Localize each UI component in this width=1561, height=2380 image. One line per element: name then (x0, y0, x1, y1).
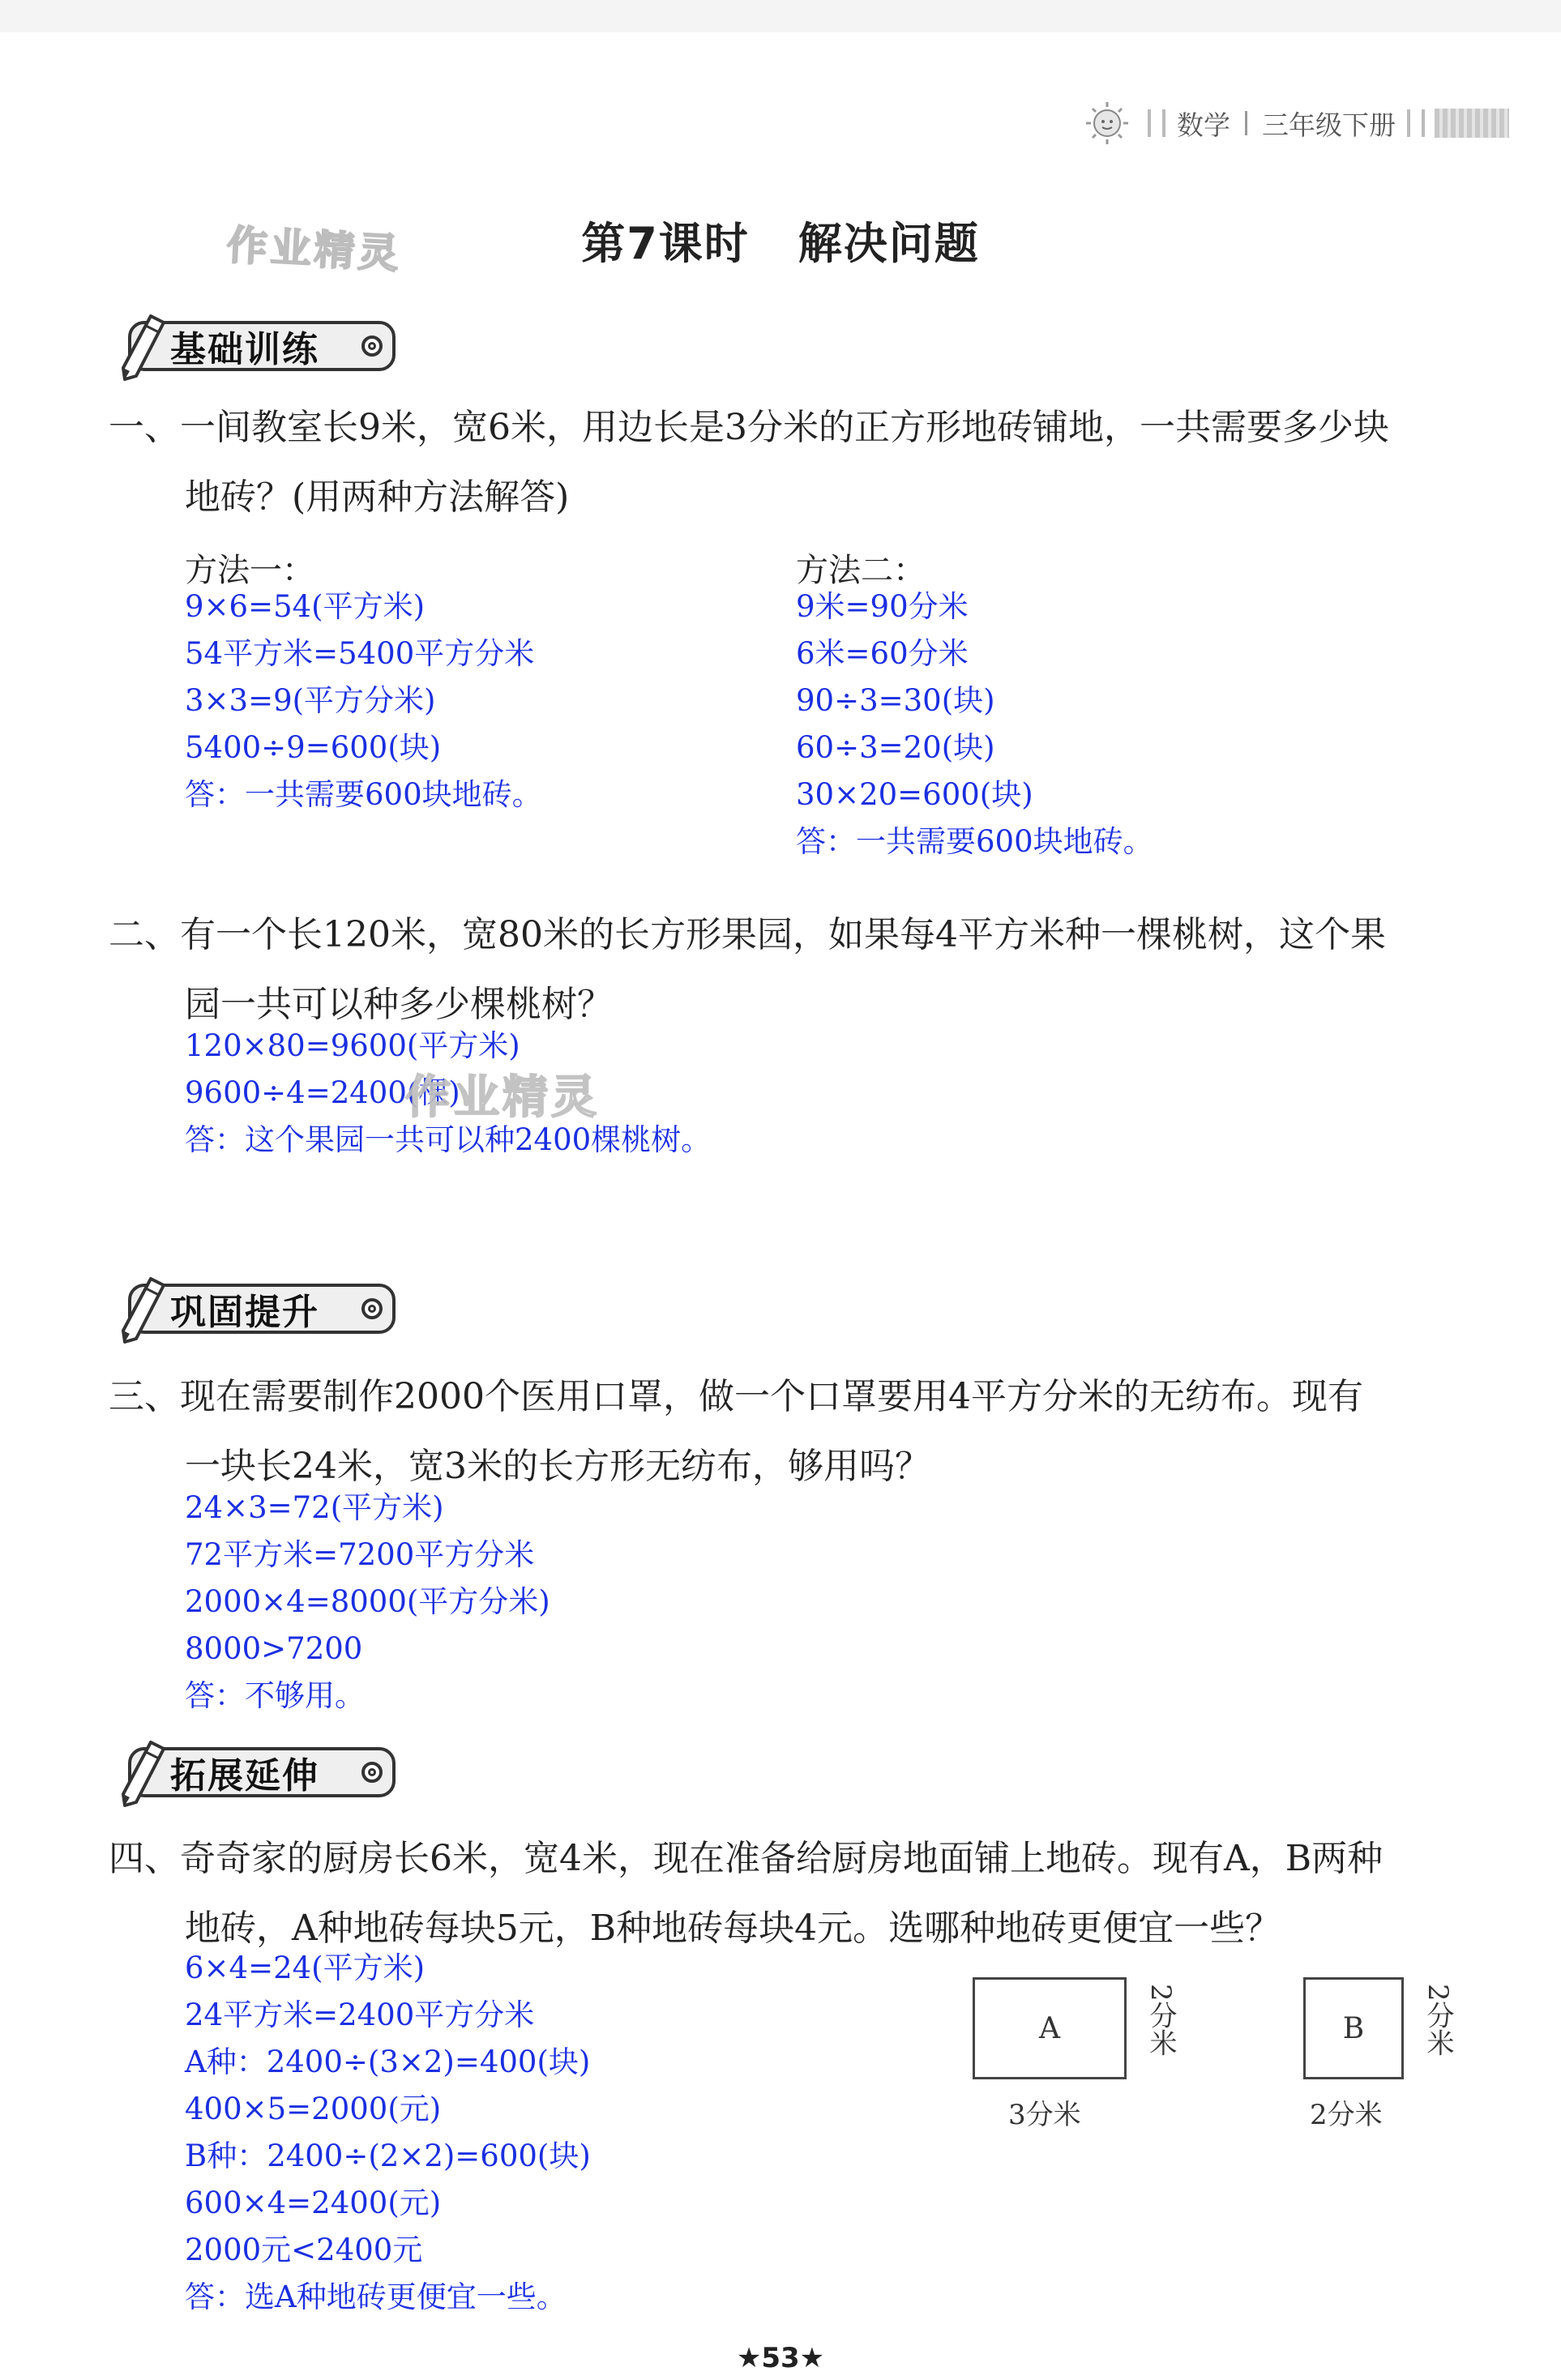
header-divider (1407, 109, 1425, 137)
answer-line: 6米=60分米 (796, 636, 969, 671)
answer-line: 6×4=24(平方米) (185, 1951, 426, 1985)
answer-line: 9米=90分米 (796, 589, 969, 624)
question-1-line-2: 地砖？(用两种方法解答) (185, 476, 570, 518)
question-4-text-1: 奇奇家的厨房长6米，宽4米，现在准备给厨房地面铺上地砖。现有A，B两种 (180, 1838, 1384, 1879)
answer-line: 9600÷4=2400(棵) (185, 1075, 460, 1110)
answer-line: 30×20=600(块) (796, 777, 1033, 812)
question-4-answer (185, 1945, 591, 2321)
answer-line: 60÷3=20(块) (796, 730, 995, 765)
method-1-answer (185, 583, 542, 818)
answer-line: 72平方米=7200平方分米 (185, 1537, 535, 1572)
question-3-text-1: 现在需要制作2000个医用口罩，做一个口罩要用4平方分米的无纺布。现有 (180, 1376, 1363, 1417)
answer-line: 答：选A种地砖更便宜一些。 (185, 2280, 567, 2314)
section-tag-consolidate (104, 1277, 396, 1342)
answer-line: 54平方米=5400平方分米 (185, 636, 535, 671)
question-3-number: 三、 (109, 1376, 180, 1417)
method-1-label: 方法一： (185, 552, 314, 589)
question-4-line-1 (109, 1835, 1383, 1883)
question-4-line-2: 地砖，A种地砖每块5元，B种地砖每块4元。选哪种地砖更便宜一些？ (185, 1908, 1281, 1949)
answer-line: 120×80=9600(平方米) (185, 1028, 520, 1063)
header-separator (1245, 111, 1247, 135)
tile-b-height-label: 2分米 (1422, 1984, 1454, 2057)
question-2-line-2: 园一共可以种多少棵桃树？ (185, 984, 613, 1025)
section-tag-basic (104, 314, 396, 379)
answer-line: A种：2400÷(3×2)=400(块) (185, 2045, 591, 2079)
section-title-extend: 拓展延伸 (170, 1755, 319, 1797)
answer-line: 答：不够用。 (185, 1678, 365, 1713)
answer-line: 答：一共需要600块地砖。 (185, 777, 542, 812)
tile-b-width-label: 2分米 (1310, 2099, 1383, 2131)
header-subject: 数学 (1177, 109, 1230, 141)
watermark-logo: 作业精灵 (405, 1071, 600, 1124)
watermark-logo: 作业精灵 (225, 221, 404, 278)
top-edge-shade (0, 0, 1561, 32)
pencil-icon (104, 311, 177, 384)
question-2-text-1: 有一个长120米，宽80米的长方形果园，如果每4平方米种一棵桃树，这个果 (180, 914, 1386, 955)
method-2-label: 方法二： (796, 552, 926, 589)
tile-a-width-label: 3分米 (1008, 2099, 1081, 2131)
tile-a-label: A (1039, 2011, 1060, 2045)
tile-a-figure (973, 1977, 1127, 2079)
section-title-consolidate: 巩固提升 (170, 1292, 319, 1333)
question-3-answer (185, 1485, 550, 1720)
answer-line: 2000×4=8000(平方分米) (185, 1584, 550, 1619)
answer-line: 8000>7200 (185, 1631, 363, 1666)
answer-line: 90÷3=30(块) (796, 683, 995, 718)
pencil-icon (104, 1737, 177, 1810)
question-1-line-1 (109, 404, 1389, 452)
tile-b-label: B (1342, 2011, 1365, 2045)
question-1-number: 一、 (109, 407, 180, 448)
question-2-line-1 (109, 911, 1386, 959)
ring-icon (361, 1762, 383, 1783)
answer-line: B种：2400÷(2×2)=600(块) (185, 2139, 591, 2173)
question-4-number: 四、 (109, 1838, 180, 1879)
header-grade: 三年级下册 (1262, 109, 1396, 141)
question-3-line-2: 一块长24米，宽3米的长方形无纺布，够用吗？ (185, 1446, 930, 1487)
section-tag-extend (104, 1741, 396, 1805)
pencil-icon (104, 1274, 177, 1347)
answer-line: 2000元<2400元 (185, 2233, 423, 2267)
sun-icon (1078, 99, 1136, 147)
answer-line: 24平方米=2400平方分米 (185, 1998, 535, 2032)
method-2-answer (796, 583, 1153, 865)
page-title (0, 209, 1561, 271)
page-header (1078, 99, 1509, 147)
ring-icon (361, 335, 383, 357)
answer-line: 24×3=72(平方米) (185, 1490, 444, 1525)
lesson-topic: 解决问题 (798, 218, 980, 269)
section-title-basic: 基础训练 (170, 329, 319, 370)
answer-line: 9×6=54(平方米) (185, 589, 426, 624)
answer-line: 600×4=2400(元) (185, 2186, 442, 2220)
answer-line: 400×5=2000(元) (185, 2092, 442, 2126)
lesson-number: 第7课时 (581, 218, 750, 269)
answer-line: 3×3=9(平方分米) (185, 683, 436, 718)
answer-line: 5400÷9=600(块) (185, 730, 442, 765)
ring-icon (361, 1298, 383, 1319)
question-1-text-1: 一间教室长9米，宽6米，用边长是3分米的正方形地砖铺地，一共需要多少块 (180, 407, 1389, 448)
tile-b-figure (1303, 1977, 1404, 2079)
answer-line: 答：一共需要600块地砖。 (796, 824, 1153, 859)
question-2-number: 二、 (109, 914, 180, 955)
page-number: ★53★ (736, 2342, 825, 2374)
header-band (1435, 109, 1509, 138)
question-3-line-1 (109, 1373, 1363, 1421)
tile-a-height-label: 2分米 (1144, 1984, 1177, 2057)
header-divider (1148, 109, 1165, 137)
answer-line: 答：这个果园一共可以种2400棵桃树。 (185, 1122, 712, 1157)
